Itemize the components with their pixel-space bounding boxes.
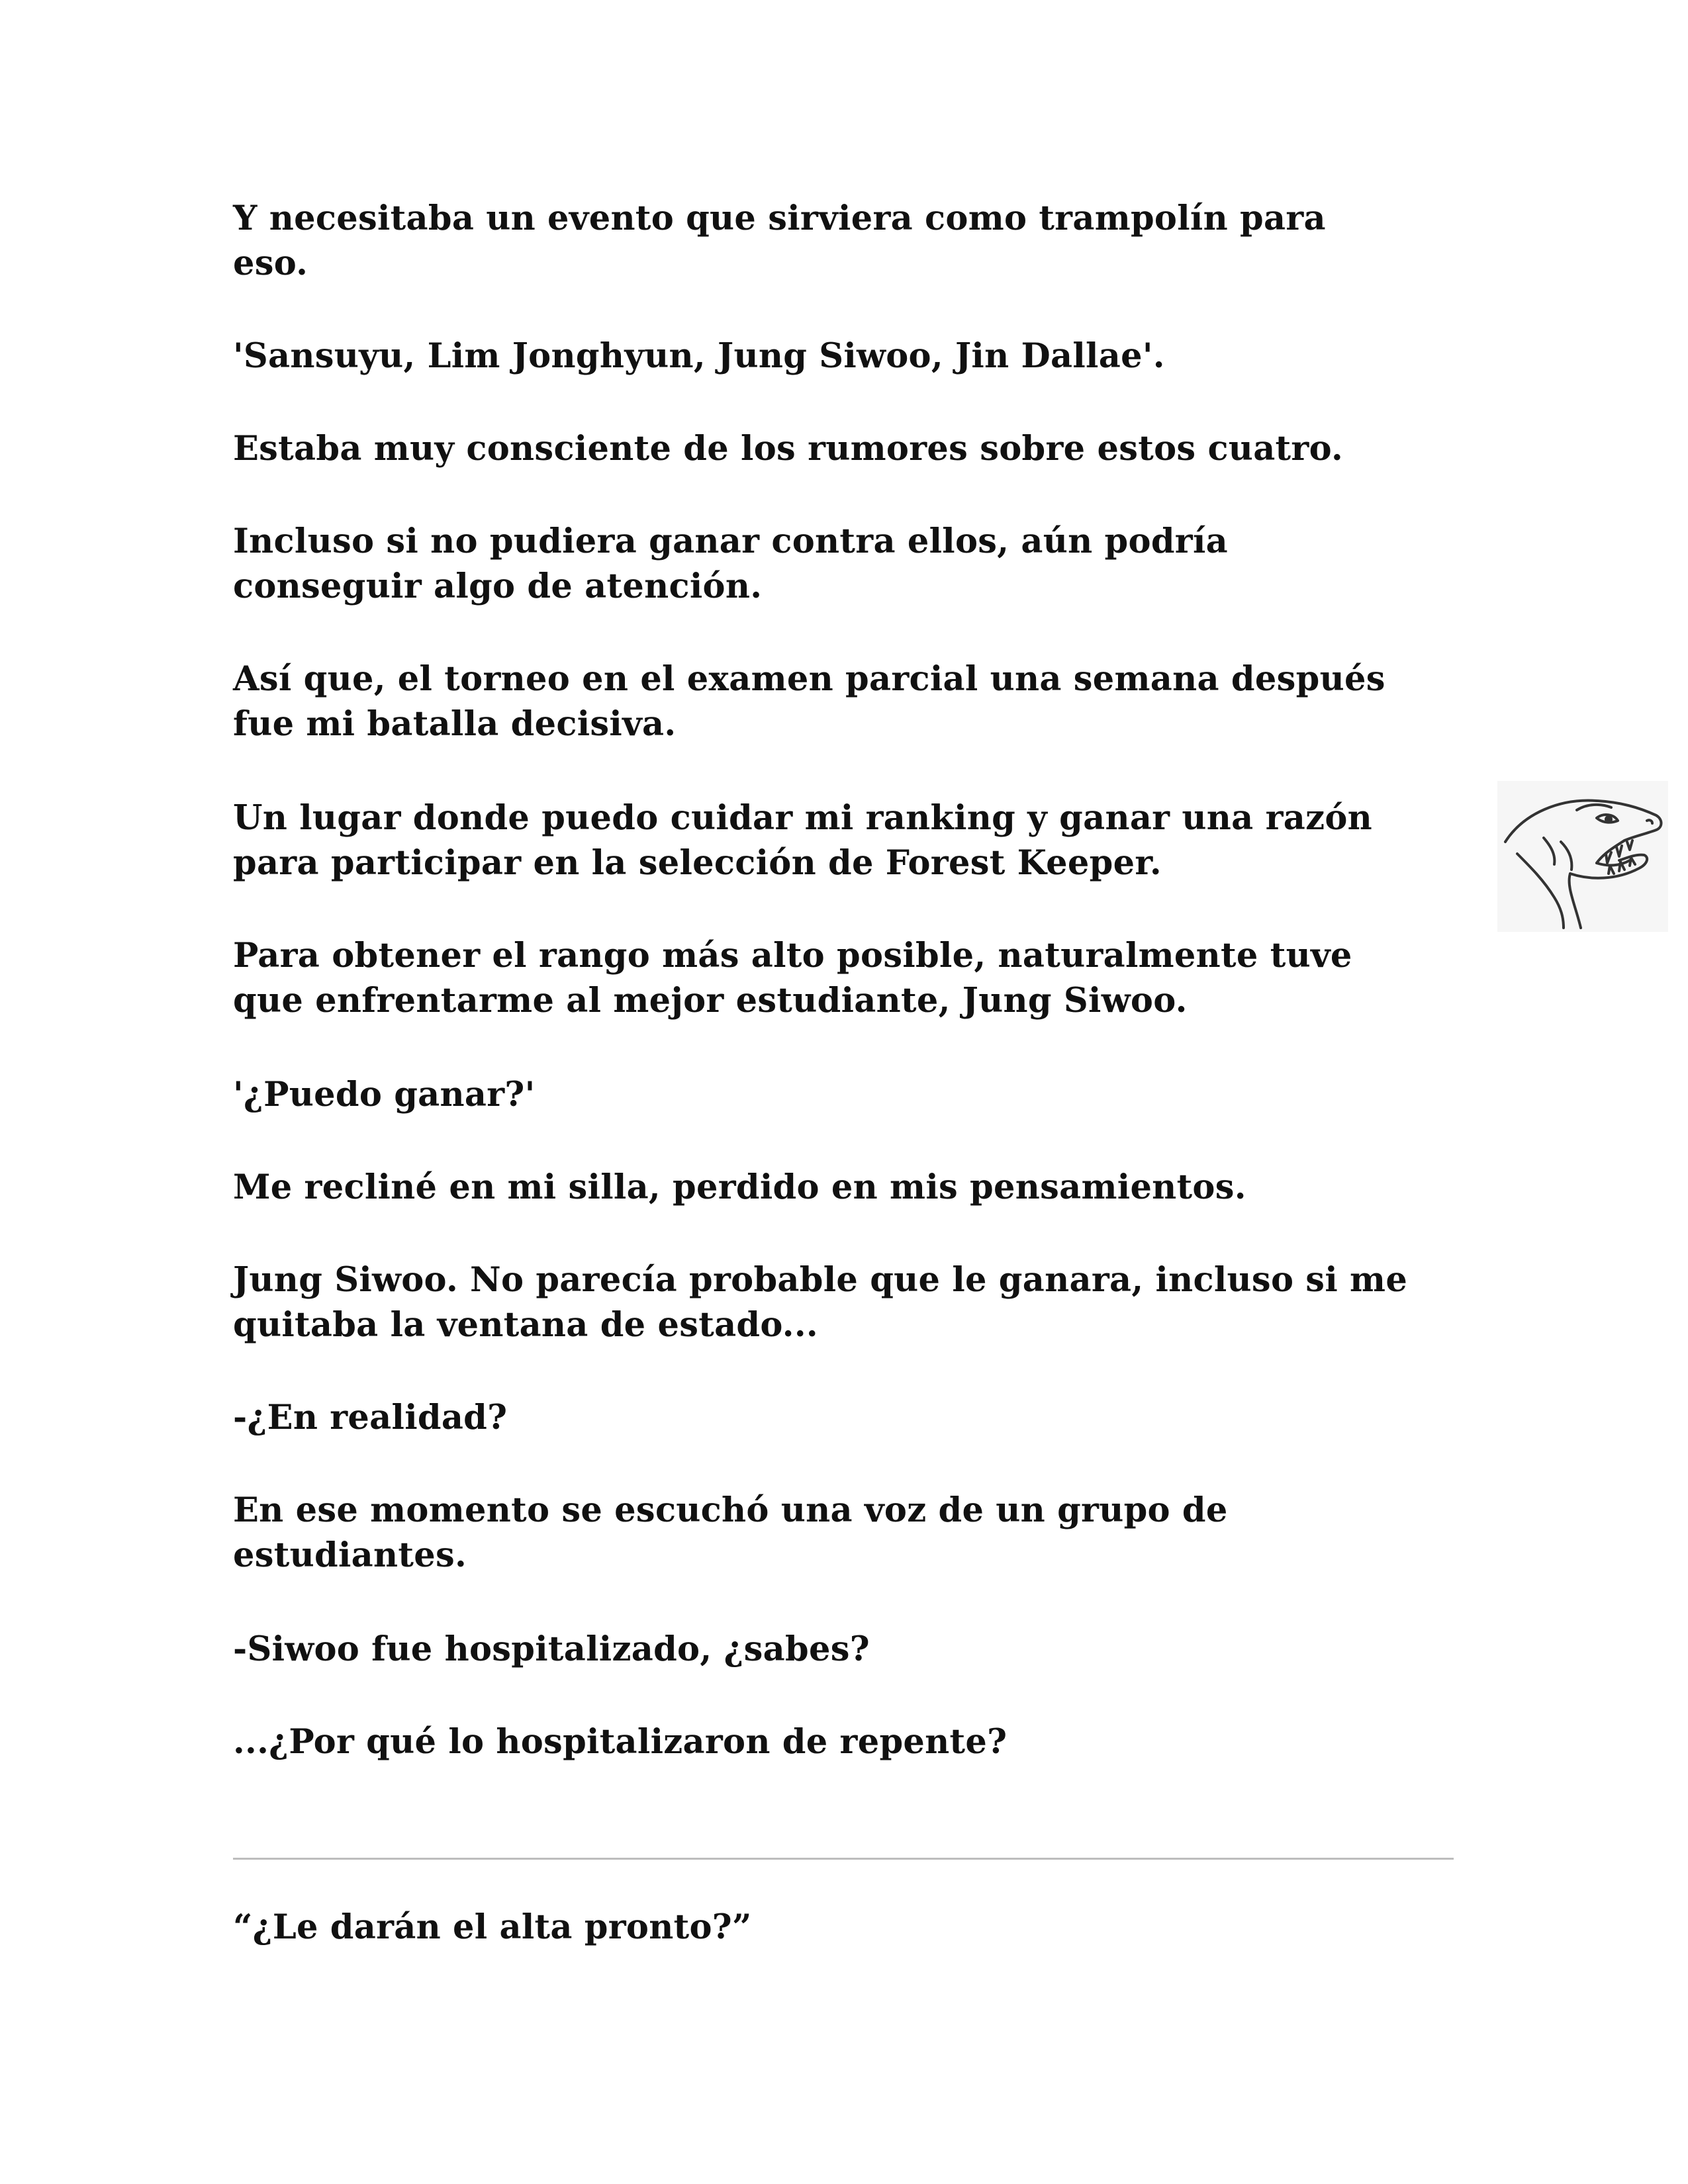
paragraph-3: Estaba muy consciente de los rumores sobre estos cuatro. [233,429,1344,469]
paragraph-7: Para obtener el rango más alto posible, naturalmente tuve que enfrentarme al mejor estudiante, Jung Siwoo. [233,936,1352,1021]
paragraph-13: -Siwoo fue hospitalizado, ¿sabes? [233,1629,870,1669]
paragraph-4: Incluso si no pudiera ganar contra ellos, aún podría conseguir algo de atención. [233,522,1228,606]
paragraph-14: ...¿Por qué lo hospitalizaron de repente? [233,1722,1008,1762]
paragraph-5: Así que, el torneo en el examen parcial una semana después fue mi batalla decisiva. [233,659,1385,744]
paragraph-10: Jung Siwoo. No parecía probable que le ganara, incluso si me quitaba la ventana de estado... [233,1260,1408,1345]
horizontal-divider [233,1858,1454,1860]
paragraph-9: Me recliné en mi silla, perdido en mis pensamientos. [233,1167,1246,1207]
paragraph-11: -¿En realidad? [233,1398,508,1437]
paragraph-2: 'Sansuyu, Lim Jonghyun, Jung Siwoo, Jin Dallae'. [233,336,1165,376]
paragraph-6: Un lugar donde puedo cuidar mi ranking y ganar una razón para participar en la selección de Forest Keeper. [233,798,1373,883]
paragraph-8: '¿Puedo ganar?' [233,1075,536,1115]
dinosaur-head-icon [1497,781,1668,932]
paragraph-1: Y necesitaba un evento que sirviera como trampolín para eso. [233,199,1326,283]
paragraph-after-rule: “¿Le darán el alta pronto?” [233,1907,752,1947]
paragraph-12: En ese momento se escuchó una voz de un grupo de estudiantes. [233,1490,1228,1575]
